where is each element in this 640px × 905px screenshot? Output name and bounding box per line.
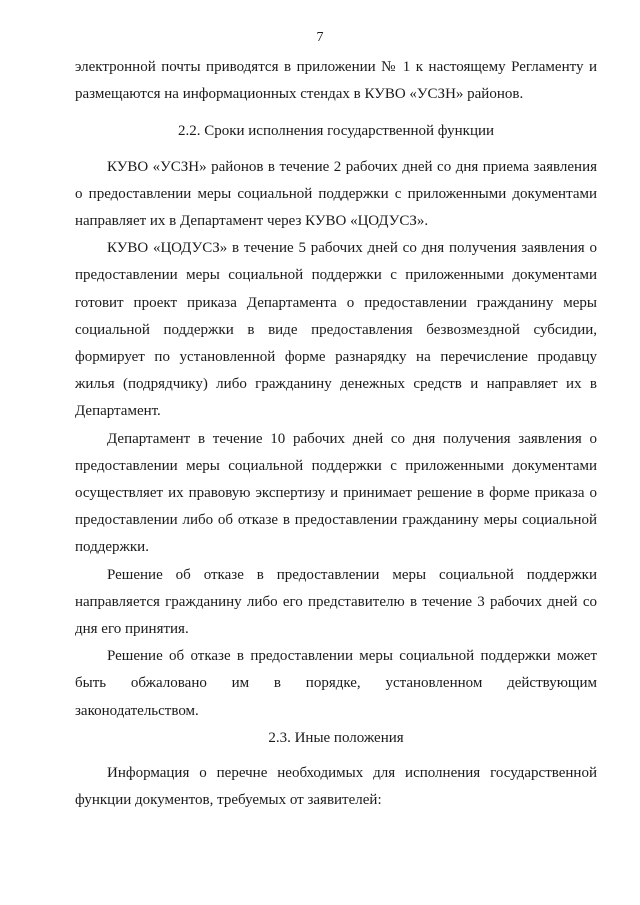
document-body xyxy=(75,54,597,814)
paragraph-email-info: электронной почты приводятся в приложении № 1 к настоящему Регламенту и размещаются на информационных стендах в КУВО «УСЗН» районов. xyxy=(75,59,597,103)
paragraph-required-documents: Информация о перечне необходимых для исполнения государственной функции документов, требуемых от заявителей: xyxy=(75,765,597,809)
paragraph-codusz-deadline: КУВО «ЦОДУСЗ» в течение 5 рабочих дней со дня получения заявления о предоставлении меры социальной поддержки с приложенными документами готовит проект приказа Департамента о предоставлении гражданину меры социальной поддержки в виде предоставления безвозмездной субсидии, формирует по установленной форме разнарядку на перечисление продавцу жилья (подрядчику) либо гражданину денежных средств и направляет их в Департамент. xyxy=(75,240,597,420)
section-2-2-heading: 2.2. Сроки исполнения государственной функции xyxy=(177,123,495,140)
section-2-3-heading: 2.3. Иные положения xyxy=(268,729,404,746)
paragraph-refusal-appeal: Решение об отказе в предоставлении меры социальной поддержки может быть обжаловано им в порядке, установленном действующим законодательством. xyxy=(75,648,597,719)
paragraph-department-deadline: Департамент в течение 10 рабочих дней со дня получения заявления о предоставлении меры социальной поддержки с приложенными документами осуществляет их правовую экспертизу и принимает решение в форме приказа о предоставлении либо об отказе в предоставлении гражданину меры социальной поддержки. xyxy=(75,430,597,556)
page-number: 7 xyxy=(316,30,324,45)
paragraph-refusal-notice: Решение об отказе в предоставлении меры социальной поддержки направляется гражданину либо его представителю в течение 3 рабочих дней со дня его принятия. xyxy=(75,566,597,638)
paragraph-uszn-deadline: КУВО «УСЗН» районов в течение 2 рабочих дней со дня приема заявления о предоставлении меры социальной поддержки с приложенными документами направляет их в Департамент через КУВО «ЦОДУСЗ». xyxy=(75,158,597,230)
